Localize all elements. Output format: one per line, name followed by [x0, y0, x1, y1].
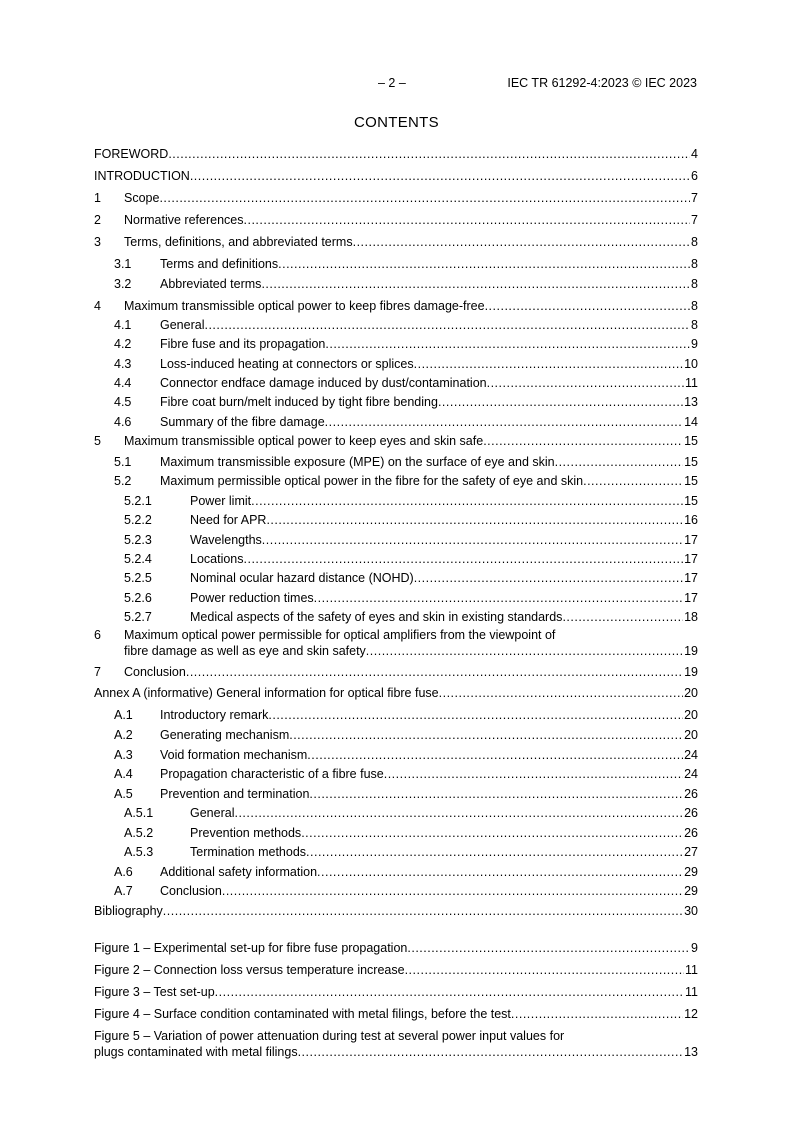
toc-entry[interactable] [94, 883, 698, 899]
toc-entry-label: Wavelengths [190, 533, 262, 547]
dot-leader [234, 805, 683, 821]
dot-leader [314, 590, 683, 606]
toc-entry-number: 5.2.4 [124, 552, 152, 566]
toc-entry[interactable] [94, 454, 698, 470]
page-reference: 17 [684, 571, 698, 585]
toc-entry-label: Fibre fuse and its propagation [160, 337, 326, 351]
page-reference: 8 [691, 318, 698, 332]
toc-entry-number: 4.4 [114, 376, 132, 390]
page-reference: 13 [684, 1045, 698, 1059]
toc-entry-label: Maximum transmissible exposure (MPE) on the surface of eye and skin [160, 455, 555, 469]
toc-entry[interactable] [94, 375, 698, 391]
toc-entry-label: Additional safety information [160, 865, 318, 879]
page-reference: 15 [684, 494, 698, 508]
figure-label: Figure 3 – Test set-up [94, 985, 215, 999]
page-number: – 2 – [378, 76, 406, 90]
page-reference: 26 [684, 826, 698, 840]
page-reference: 11 [685, 376, 698, 390]
toc-entry-number: A.2 [114, 728, 133, 742]
toc-entry-number: 5.2.3 [124, 533, 152, 547]
toc-entry[interactable] [94, 786, 698, 802]
document-reference: IEC TR 61292-4:2023 © IEC 2023 [507, 76, 697, 90]
toc-entry-label: Bibliography [94, 904, 163, 918]
toc-entry-label: FOREWORD [94, 147, 169, 161]
toc-entry-number: 5.2 [114, 474, 132, 488]
dot-leader [583, 473, 683, 489]
toc-entry-label: Introductory remark [160, 708, 269, 722]
toc-entry-label: Loss-induced heating at connectors or splices [160, 357, 414, 371]
dot-leader [278, 256, 690, 272]
toc-entry-number: A.3 [114, 748, 133, 762]
toc-entry-label: Prevention and termination [160, 787, 310, 801]
toc-entry[interactable] [94, 903, 698, 919]
page-reference: 19 [684, 644, 698, 658]
toc-entry-label: General [190, 806, 235, 820]
dot-leader [262, 532, 683, 548]
toc-entry[interactable] [94, 317, 698, 333]
page-reference: 18 [684, 610, 698, 624]
figure-label: Figure 1 – Experimental set-up for fibre fuse propagation [94, 941, 408, 955]
toc-entry-label: Void formation mechanism [160, 748, 308, 762]
page-reference: 8 [691, 235, 698, 249]
dot-leader [325, 336, 690, 352]
toc-entry-label: Medical aspects of the safety of eyes and skin in existing standards [190, 610, 563, 624]
toc-entry[interactable] [94, 627, 698, 659]
dot-leader [483, 433, 683, 449]
toc-entry-number: 4.3 [114, 357, 132, 371]
toc-entry[interactable] [94, 664, 698, 680]
toc-entry[interactable] [94, 414, 698, 430]
toc-entry[interactable] [94, 864, 698, 880]
toc-entry-label: Terms, definitions, and abbreviated terms [124, 235, 353, 249]
toc-entry[interactable] [94, 190, 698, 206]
dot-leader [307, 747, 683, 763]
toc-entry-label: Conclusion [160, 884, 222, 898]
page-reference: 24 [684, 748, 698, 762]
toc-entry-number: 5.2.7 [124, 610, 152, 624]
page-reference: 20 [684, 708, 698, 722]
toc-entry[interactable] [94, 825, 698, 841]
figure-list-item[interactable] [94, 962, 698, 978]
toc-entry-number: A.5 [114, 787, 133, 801]
toc-entry-number: 6 [94, 628, 101, 642]
dot-leader [298, 1044, 684, 1060]
dot-leader [289, 727, 683, 743]
toc-entry-label: Power limit [190, 494, 252, 508]
toc-entry-number: A.5.2 [124, 826, 154, 840]
toc-entry[interactable] [94, 276, 698, 292]
dot-leader [384, 766, 683, 782]
dot-leader [159, 190, 690, 206]
toc-entry-number: A.1 [114, 708, 133, 722]
toc-entry-number: A.7 [114, 884, 133, 898]
page-reference: 27 [684, 845, 698, 859]
page-reference: 26 [684, 787, 698, 801]
dot-leader [268, 707, 683, 723]
page-reference: 17 [684, 591, 698, 605]
toc-entry-label: INTRODUCTION [94, 169, 190, 183]
dot-leader [405, 962, 684, 978]
toc-entry-label: Maximum transmissible optical power to keep fibres damage-free [124, 299, 485, 313]
toc-entry-label: Connector endface damage induced by dust/contamination [160, 376, 487, 390]
dot-leader [261, 276, 690, 292]
page-reference: 29 [684, 865, 698, 879]
toc-entry-label: Need for APR [190, 513, 267, 527]
toc-entry[interactable] [94, 551, 698, 567]
dot-leader [301, 825, 683, 841]
toc-entry-number: 5.2.6 [124, 591, 152, 605]
toc-entry[interactable] [94, 212, 698, 228]
toc-entry[interactable] [94, 570, 698, 586]
dot-leader [317, 864, 683, 880]
page-reference: 8 [691, 257, 698, 271]
toc-entry[interactable] [94, 146, 698, 162]
toc-entry[interactable] [94, 532, 698, 548]
dot-leader [438, 394, 683, 410]
dot-leader [306, 844, 683, 860]
toc-entry-number: 3 [94, 235, 101, 249]
toc-entry[interactable] [94, 298, 698, 314]
toc-entry-number: 4 [94, 299, 101, 313]
dot-leader [407, 940, 690, 956]
toc-entry[interactable] [94, 844, 698, 860]
figure-list-item[interactable] [94, 1006, 698, 1022]
toc-entry-number: 4.6 [114, 415, 132, 429]
toc-entry-number: 5.1 [114, 455, 132, 469]
dot-leader [309, 786, 683, 802]
page-reference: 16 [684, 513, 698, 527]
toc-entry-label: Conclusion [124, 665, 186, 679]
toc-entry-label: Maximum transmissible optical power to keep eyes and skin safe [124, 434, 484, 448]
toc-entry-label: Generating mechanism [160, 728, 290, 742]
dot-leader [244, 212, 691, 228]
page-reference: 20 [684, 728, 698, 742]
dot-leader [485, 298, 690, 314]
toc-entry-label: Abbreviated terms [160, 277, 262, 291]
page-reference: 17 [684, 552, 698, 566]
toc-entry-label: Power reduction times [190, 591, 314, 605]
toc-entry-label: Summary of the fibre damage [160, 415, 325, 429]
dot-leader [204, 317, 690, 333]
page-reference: 11 [685, 985, 698, 999]
dot-leader [562, 609, 683, 625]
dot-leader [215, 984, 684, 1000]
page-header [0, 76, 793, 92]
figure-list-item[interactable] [94, 1028, 698, 1060]
page-reference: 7 [691, 213, 698, 227]
toc-entry-label: Prevention methods [190, 826, 302, 840]
page-reference: 15 [684, 474, 698, 488]
figure-list-item[interactable] [94, 940, 698, 956]
toc-entry[interactable] [94, 394, 698, 410]
toc-entry-label: fibre damage as well as eye and skin safety [124, 644, 366, 658]
toc-entry[interactable] [94, 234, 698, 250]
toc-entry-number: 3.2 [114, 277, 132, 291]
page-reference: 19 [684, 665, 698, 679]
toc-entry[interactable] [94, 356, 698, 372]
toc-entry-label: Propagation characteristic of a fibre fuse [160, 767, 384, 781]
toc-entry-number: 4.1 [114, 318, 132, 332]
toc-entry-label: Terms and definitions [160, 257, 279, 271]
toc-entry[interactable] [94, 473, 698, 489]
dot-leader [244, 551, 684, 567]
toc-entry-number: 4.2 [114, 337, 132, 351]
page-reference: 6 [691, 169, 698, 183]
toc-entry-label: Fibre coat burn/melt induced by tight fibre bending [160, 395, 438, 409]
page-reference: 9 [691, 337, 698, 351]
dot-leader [168, 146, 690, 162]
toc-entry-number: 5.2.1 [124, 494, 152, 508]
page-reference: 8 [691, 277, 698, 291]
toc-entry-label: Maximum permissible optical power in the fibre for the safety of eye and skin [160, 474, 584, 488]
figure-label: Figure 4 – Surface condition contaminated with metal filings, before the test [94, 1007, 511, 1021]
dot-leader [353, 234, 690, 250]
toc-entry-label: Normative references [124, 213, 244, 227]
page-reference: 13 [684, 395, 698, 409]
toc-entry[interactable] [94, 512, 698, 528]
toc-entry-label: Scope [124, 191, 160, 205]
toc-entry[interactable] [94, 433, 698, 449]
page-reference: 26 [684, 806, 698, 820]
page-reference: 7 [691, 191, 698, 205]
toc-entry[interactable] [94, 727, 698, 743]
toc-entry[interactable] [94, 609, 698, 625]
page-reference: 4 [691, 147, 698, 161]
toc-entry-number: 5.2.2 [124, 513, 152, 527]
toc-entry[interactable] [94, 747, 698, 763]
dot-leader [266, 512, 683, 528]
toc-entry-number: A.6 [114, 865, 133, 879]
figure-list-item[interactable] [94, 984, 698, 1000]
toc-entry-label: Locations [190, 552, 244, 566]
toc-entry-number: 7 [94, 665, 101, 679]
page-reference: 14 [684, 415, 698, 429]
page-reference: 20 [684, 686, 698, 700]
toc-entry-number: A.4 [114, 767, 133, 781]
page-reference: 9 [691, 941, 698, 955]
dot-leader [190, 168, 690, 184]
toc-entry-label: Nominal ocular hazard distance (NOHD) [190, 571, 414, 585]
toc-entry-label-line1: Figure 5 – Variation of power attenuation during test at several power input values for [94, 1029, 565, 1043]
toc-entry[interactable] [94, 766, 698, 782]
dot-leader [414, 570, 683, 586]
dot-leader [414, 356, 683, 372]
figure-label: plugs contaminated with metal filings [94, 1045, 298, 1059]
page-reference: 10 [684, 357, 698, 371]
toc-entry-number: 3.1 [114, 257, 132, 271]
page-reference: 15 [684, 455, 698, 469]
toc-entry-number: 1 [94, 191, 101, 205]
page-reference: 30 [684, 904, 698, 918]
toc-entry-number: 4.5 [114, 395, 132, 409]
dot-leader [186, 664, 683, 680]
toc-entry-label-line1: Maximum optical power permissible for optical amplifiers from the viewpoint of [124, 628, 556, 642]
toc-entry[interactable] [94, 493, 698, 509]
dot-leader [555, 454, 683, 470]
toc-entry[interactable] [94, 168, 698, 184]
page-reference: 8 [691, 299, 698, 313]
dot-leader [325, 414, 683, 430]
figure-label: Figure 2 – Connection loss versus temperature increase [94, 963, 405, 977]
toc-entry-label: Annex A (informative) General information for optical fibre fuse [94, 686, 439, 700]
dot-leader [222, 883, 683, 899]
toc-entry[interactable] [94, 805, 698, 821]
toc-entry-number: A.5.3 [124, 845, 154, 859]
page-reference: 12 [684, 1007, 698, 1021]
toc-entry-label: Termination methods [190, 845, 307, 859]
page-reference: 29 [684, 884, 698, 898]
dot-leader [251, 493, 683, 509]
toc-entry[interactable] [94, 685, 698, 701]
page-title: CONTENTS [354, 114, 439, 131]
toc-entry[interactable] [94, 256, 698, 272]
dot-leader [163, 903, 683, 919]
page-reference: 17 [684, 533, 698, 547]
toc-entry[interactable] [94, 336, 698, 352]
page-reference: 24 [684, 767, 698, 781]
toc-entry-number: A.5.1 [124, 806, 154, 820]
toc-entry[interactable] [94, 707, 698, 723]
page-reference: 15 [684, 434, 698, 448]
toc-entry[interactable] [94, 590, 698, 606]
toc-entry-label: General [160, 318, 205, 332]
toc-entry-number: 2 [94, 213, 101, 227]
toc-entry-number: 5 [94, 434, 101, 448]
toc-entry-number: 5.2.5 [124, 571, 152, 585]
dot-leader [366, 643, 683, 659]
page-reference: 11 [685, 963, 698, 977]
dot-leader [439, 685, 683, 701]
dot-leader [511, 1006, 683, 1022]
dot-leader [487, 375, 684, 391]
